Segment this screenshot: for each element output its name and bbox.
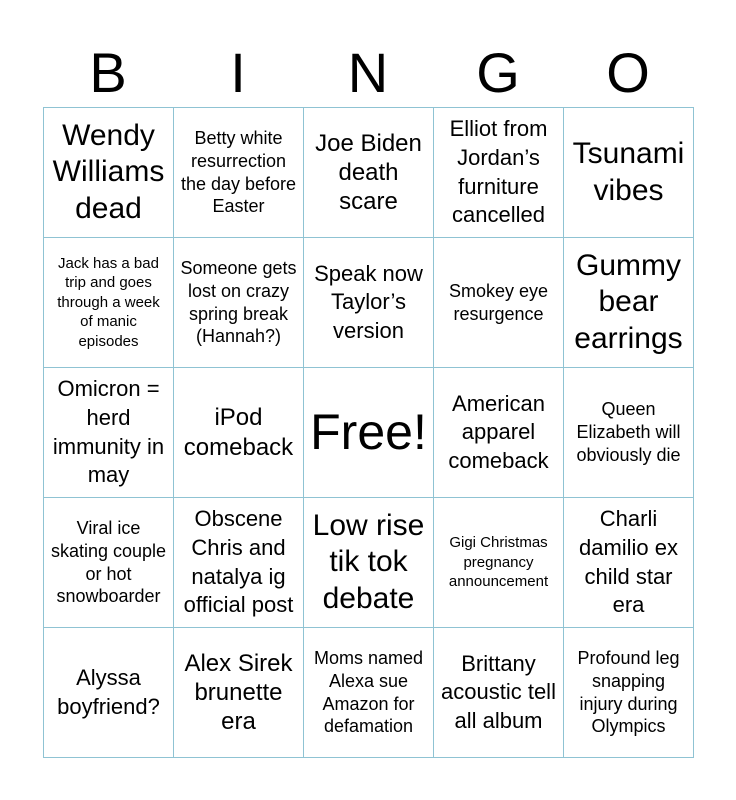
header-letter-i: I (230, 41, 246, 104)
cell-text: Joe Biden death scare (315, 129, 422, 216)
cell-text: Viral ice skating couple or hot snowboarder (50, 517, 167, 607)
cell-text: Gigi Christmas pregnancy announcement (448, 534, 549, 591)
bingo-cell[interactable] (304, 238, 434, 368)
bingo-cell[interactable] (44, 498, 174, 628)
cell-text: Moms named Alexa sue Amazon for defamation (313, 647, 424, 737)
cell-text: Elliot from Jordan’s furniture cancelled (449, 116, 548, 228)
header-letter-g: G (476, 41, 520, 104)
bingo-cell[interactable] (564, 628, 694, 758)
bingo-cell[interactable] (44, 238, 174, 368)
cell-text: Wendy Williams dead (52, 118, 165, 225)
cell-text: Low rise tik tok debate (312, 508, 425, 615)
bingo-cell[interactable] (304, 498, 434, 628)
bingo-header (43, 42, 693, 104)
cell-text: American apparel comeback (448, 390, 549, 473)
header-letter-n: N (347, 41, 389, 104)
cell-text: Queen Elizabeth will obviously die (576, 399, 681, 465)
bingo-cell[interactable] (304, 628, 434, 758)
bingo-cell[interactable] (564, 108, 694, 238)
bingo-cell[interactable] (44, 368, 174, 498)
cell-text: Charli damilio ex child star era (578, 506, 679, 618)
header-letter-o: O (606, 41, 650, 104)
free-space-text: Free! (310, 404, 427, 460)
cell-text: Alyssa boyfriend? (57, 664, 160, 719)
free-space-cell[interactable] (304, 368, 434, 498)
cell-text: Betty white resurrection the day before Easter (180, 127, 297, 217)
bingo-grid (43, 107, 694, 758)
cell-text: Smokey eye resurgence (448, 280, 549, 324)
cell-text: Tsunami vibes (572, 136, 685, 207)
bingo-cell[interactable] (434, 628, 564, 758)
cell-text: Gummy bear earrings (574, 248, 683, 355)
cell-text: Brittany acoustic tell all album (441, 650, 556, 733)
bingo-cell[interactable] (174, 238, 304, 368)
bingo-cell[interactable] (434, 108, 564, 238)
bingo-cell[interactable] (564, 238, 694, 368)
bingo-cell[interactable] (44, 628, 174, 758)
cell-text: Obscene Chris and natalya ig official post (183, 506, 294, 618)
cell-text: Someone gets lost on crazy spring break (Hannah?) (180, 257, 297, 347)
bingo-cell[interactable] (434, 498, 564, 628)
bingo-cell[interactable] (434, 238, 564, 368)
header-letter-b: B (89, 41, 127, 104)
bingo-cell[interactable] (44, 108, 174, 238)
bingo-cell[interactable] (174, 498, 304, 628)
bingo-cell[interactable] (304, 108, 434, 238)
bingo-cell[interactable] (434, 368, 564, 498)
cell-text: iPod comeback (183, 404, 294, 461)
cell-text: Omicron = herd immunity in may (52, 376, 165, 488)
bingo-cell[interactable] (564, 498, 694, 628)
bingo-cell[interactable] (564, 368, 694, 498)
cell-text: Jack has a bad trip and goes through a week of manic episodes (57, 254, 160, 350)
cell-text: Profound leg snapping injury during Olympics (577, 647, 680, 737)
bingo-cell[interactable] (174, 628, 304, 758)
cell-text: Alex Sirek brunette era (184, 649, 293, 736)
bingo-cell[interactable] (174, 368, 304, 498)
cell-text: Speak now Taylor’s version (314, 260, 423, 343)
bingo-cell[interactable] (174, 108, 304, 238)
